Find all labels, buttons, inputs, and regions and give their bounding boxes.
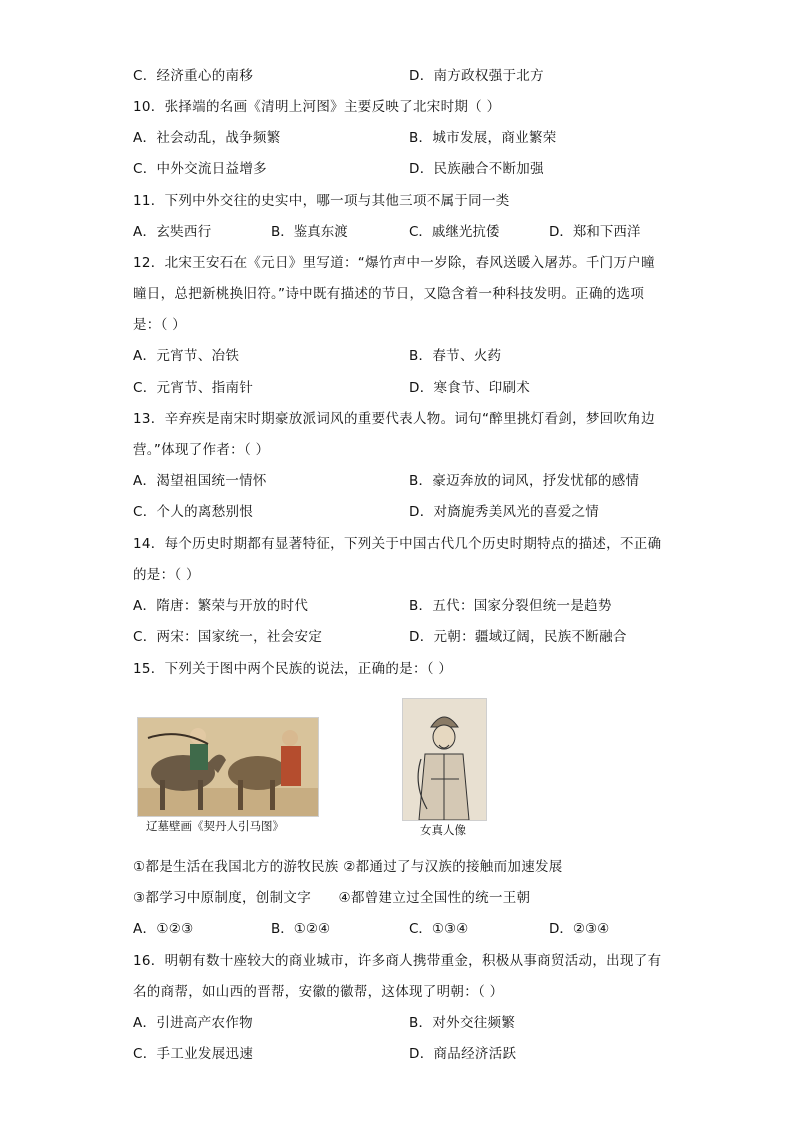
option-a-q11: A．玄奘西行 xyxy=(133,224,212,240)
question-11: 11．下列中外交往的史实中，哪一项与其他三项不属于同一类 xyxy=(133,193,510,209)
question-12-line-2: 曈日，总把新桃换旧符。”诗中既有描述的节日，又隐含着一种科技发明。正确的选项 xyxy=(133,286,645,302)
question-14-line-1: 14．每个历史时期都有显著特征，下列关于中国古代几个历史时期特点的描述，不正确 xyxy=(133,536,662,552)
question-14-line-2: 的是：（ ） xyxy=(133,567,200,583)
option-d-q9: D．南方政权强于北方 xyxy=(409,68,544,84)
question-15-statements-1: ①都是生活在我国北方的游牧民族 ②都通过了与汉族的接触而加速发展 xyxy=(133,859,563,875)
question-16-line-1: 16．明朝有数十座较大的商业城市，许多商人携带重金，积极从事商贸活动，出现了有 xyxy=(133,953,662,969)
option-c-q12: C．元宵节、指南针 xyxy=(133,380,254,396)
option-b-q12: B．春节、火药 xyxy=(409,348,502,364)
option-a-q13: A．渴望祖国统一情怀 xyxy=(133,473,267,489)
option-c-q10: C．中外交流日益增多 xyxy=(133,161,267,177)
question-13-line-1: 13．辛弃疾是南宋时期豪放派词风的重要代表人物。词句“醉里挑灯看剑，梦回吹角边 xyxy=(133,411,655,427)
option-a-q12: A．元宵节、冶铁 xyxy=(133,348,240,364)
option-a-q14: A．隋唐：繁荣与开放的时代 xyxy=(133,598,309,614)
question-12-line-3: 是：（ ） xyxy=(133,317,187,333)
question-15-statements-2: ③都学习中原制度，创制文字 ④都曾建立过全国性的统一王朝 xyxy=(133,890,531,906)
option-c-q14: C．两宋：国家统一，社会安定 xyxy=(133,629,323,645)
option-b-q13: B．豪迈奔放的词风，抒发忧郁的感情 xyxy=(409,473,640,489)
option-a-q16: A．引进高产农作物 xyxy=(133,1015,253,1031)
option-d-q10: D．民族融合不断加强 xyxy=(409,161,544,177)
option-d-q15: D．②③④ xyxy=(549,921,610,937)
option-c-q13: C．个人的离愁别恨 xyxy=(133,504,254,520)
option-b-q11: B．鉴真东渡 xyxy=(271,224,348,240)
jurchen-portrait-image xyxy=(402,698,487,821)
option-c-q15: C．①③④ xyxy=(409,921,469,937)
option-a-q10: A．社会动乱，战争频繁 xyxy=(133,130,281,146)
option-d-q12: D．寒食节、印刷术 xyxy=(409,380,531,396)
option-b-q10: B．城市发展，商业繁荣 xyxy=(409,130,557,146)
question-10: 10．张择端的名画《清明上河图》主要反映了北宋时期（ ） xyxy=(133,99,501,115)
option-d-q11: D．郑和下西洋 xyxy=(549,224,641,240)
option-b-q14: B．五代：国家分裂但统一是趋势 xyxy=(409,598,612,614)
khitan-mural-image xyxy=(137,717,319,817)
option-c-q11: C．戚继光抗倭 xyxy=(409,224,500,240)
option-d-q14: D．元朝：疆域辽阔，民族不断融合 xyxy=(409,629,627,645)
question-12-line-1: 12．北宋王安石在《元日》里写道：“爆竹声中一岁除，春风送暖入屠苏。千门万户曈 xyxy=(133,255,655,271)
question-16-line-2: 名的商帮，如山西的晋帮，安徽的徽帮，这体现了明朝：（ ） xyxy=(133,984,504,1000)
option-c-q9: C．经济重心的南移 xyxy=(133,68,254,84)
option-d-q13: D．对旖旎秀美风光的喜爱之情 xyxy=(409,504,600,520)
question-15: 15．下列关于图中两个民族的说法，正确的是：（ ） xyxy=(133,661,453,677)
option-c-q16: C．手工业发展迅速 xyxy=(133,1046,254,1062)
option-d-q16: D．商品经济活跃 xyxy=(409,1046,517,1062)
option-b-q16: B．对外交往频繁 xyxy=(409,1015,516,1031)
khitan-mural-caption: 辽墓壁画《契丹人引马图》 xyxy=(146,819,284,833)
question-13-line-2: 营。”体现了作者：（ ） xyxy=(133,442,270,458)
option-a-q15: A．①②③ xyxy=(133,921,194,937)
jurchen-portrait-caption: 女真人像 xyxy=(420,823,466,837)
option-b-q15: B．①②④ xyxy=(271,921,331,937)
